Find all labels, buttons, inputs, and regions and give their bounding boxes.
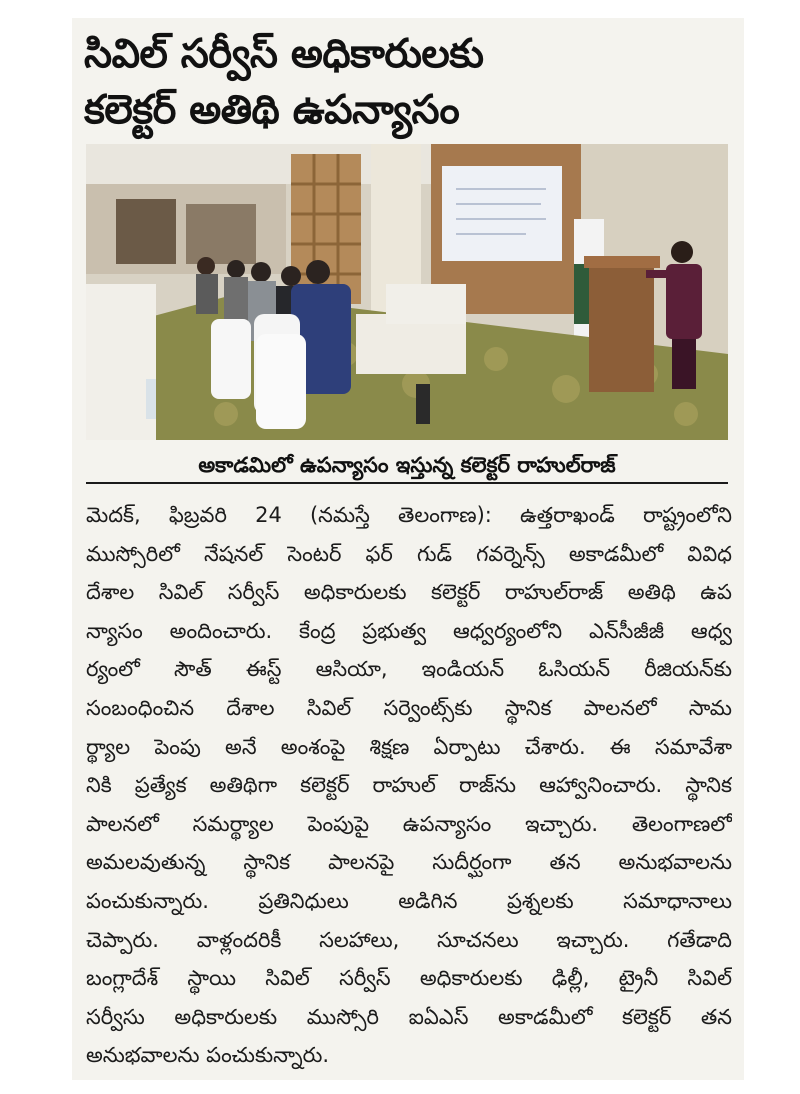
article-line: ర్థ్యాల పెంపు అనే అంశంపై శిక్షణ ఏర్పాటు చేశారు. ఈ సమావేశా: [86, 734, 732, 759]
conference-photo-illustration: [86, 144, 728, 440]
article-line: న్యాసం అందించారు. కేంద్ర ప్రభుత్వ ఆధ్వర్యంలోని ఎన్‌సీజీజీ ఆధ్వ: [86, 618, 732, 643]
article-line: మెదక్, ఫిబ్రవరి 24 (నమస్తే తెలంగాణ): ఉత్తరాఖండ్ రాష్ట్రంలోని: [86, 503, 732, 527]
article-line: పంచుకున్నారు. ప్రతినిధులు అడిగిన ప్రశ్నలకు సమాధానాలు: [86, 888, 732, 913]
newspaper-clipping: [72, 18, 744, 1080]
headline: [84, 26, 734, 138]
article-line: పాలనలో సమర్థ్యాల పెంపుపై ఉపన్యాసం ఇచ్చారు. తెలంగాణలో: [86, 811, 732, 836]
article-line: సర్వీసు అధికారులకు ముస్సోరి ఐఏఎస్ అకాడమీలో కలెక్టర్ తన: [86, 1004, 732, 1029]
article-line: దేశాల సివిల్ సర్వీస్ అధికారులకు కలెక్టర్ రాహుల్‌రాజ్ అతిథి ఉప: [86, 580, 732, 605]
article-line: నికి ప్రత్యేక అతిథిగా కలెక్టర్ రాహుల్ రాజ్‌ను ఆహ్వానించారు. స్థానిక: [86, 773, 732, 798]
article-body: [86, 496, 732, 1075]
article-line: చెప్పారు. వాళ్లందరికీ సలహాలు, సూచనలు ఇచ్చారు. గతేడాది: [86, 927, 732, 952]
article-line: అమలవుతున్న స్థానిక పాలనపై సుదీర్ఘంగా తన అనుభవాలను: [86, 850, 732, 875]
article-line: ముస్సోరిలో నేషనల్ సెంటర్ ఫర్ గుడ్ గవర్నెన్స్ అకాడమీలో వివిధ: [86, 541, 732, 566]
article-line: బంగ్లాదేశ్ స్థాయి సివిల్ సర్వీస్ అధికారులకు ఢిల్లీ, ట్రైనీ సివిల్: [86, 966, 732, 991]
article-line: సంబంధించిన దేశాల సివిల్ సర్వెంట్స్‌కు స్థానిక పాలనలో సామ: [86, 695, 732, 720]
article-line: ర్యంలో సౌత్ ఈస్ట్ ఆసియా, ఇండియన్ ఓసియన్ రీజియన్‌కు: [86, 657, 732, 682]
conference-photo: [86, 144, 728, 440]
headline-line-2: కలెక్టర్ అతిథి ఉపన్యాసం: [84, 87, 460, 133]
headline-line-1: సివిల్ సర్వీస్ అధికారులకు: [84, 31, 484, 77]
article-line: అనుభవాలను పంచుకున్నారు.: [86, 1043, 330, 1068]
photo-caption: అకాడమిలో ఉపన్యాసం ఇస్తున్న కలెక్టర్ రాహుల్‌రాజ్: [86, 448, 728, 484]
